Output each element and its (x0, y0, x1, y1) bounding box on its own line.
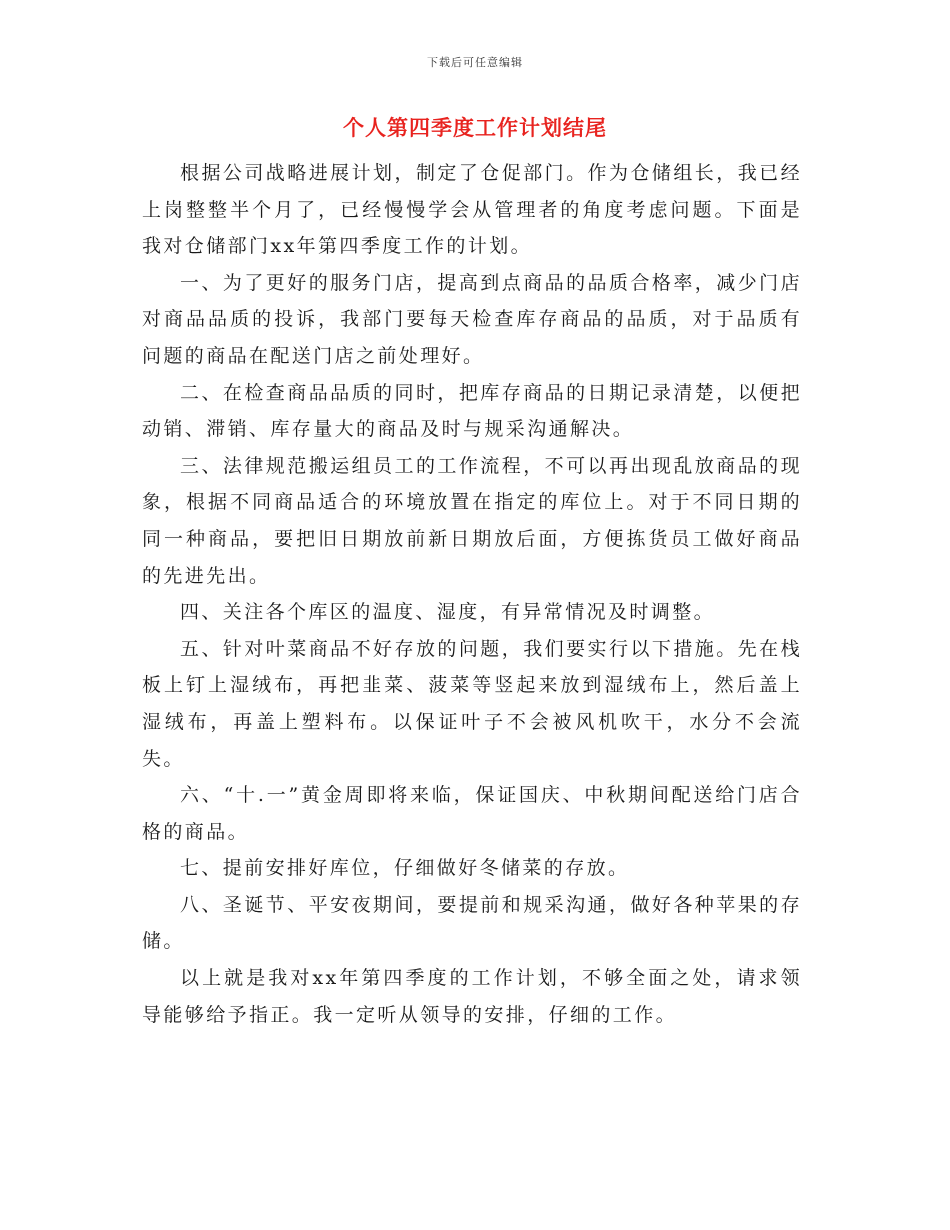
header-note: 下载后可任意编辑 (427, 56, 523, 69)
paragraph-conclusion: 以上就是我对xx年第四季度的工作计划，不够全面之处，请求领导能够给予指正。我一定听从领导的安排，仔细的工作。 (142, 967, 802, 1026)
document-body (142, 155, 802, 1033)
paragraph-item-4: 四、关注各个库区的温度、湿度，有异常情况及时调整。 (180, 601, 716, 624)
paragraph-item-1: 一、为了更好的服务门店，提高到点商品的品质合格率，减少门店对商品品质的投诉，我部门要每天检查库存商品的品质，对于品质有问题的商品在配送门店之前处理好。 (142, 271, 802, 367)
paragraph-item-8: 八、圣诞节、平安夜期间，要提前和规采沟通，做好各种苹果的存储。 (142, 893, 802, 953)
paragraph-item-7: 七、提前安排好库位，仔细做好冬储菜的存放。 (180, 857, 630, 880)
document-title: 个人第四季度工作计划结尾 (343, 115, 607, 140)
paragraph-intro: 根据公司战略进展计划，制定了仓促部门。作为仓储组长，我已经上岗整整半个月了，已经慢慢学会从管理者的角度考虑问题。下面是我对仓储部门xx年第四季度工作的计划。 (142, 162, 802, 258)
paragraph-item-3: 三、法律规范搬运组员工的工作流程，不可以再出现乱放商品的现象，根据不同商品适合的环境放置在指定的库位上。对于不同日期的同一种商品，要把旧日期放前新日期放后面，方便拣货员工做好商品的先进先出。 (142, 454, 802, 587)
paragraph-item-6: 六、“十.一”黄金周即将来临，保证国庆、中秋期间配送给门店合格的商品。 (142, 784, 802, 843)
paragraph-item-5: 五、针对叶菜商品不好存放的问题，我们要实行以下措施。先在栈板上钉上湿绒布，再把韭菜、菠菜等竖起来放到湿绒布上，然后盖上湿绒布，再盖上塑料布。以保证叶子不会被风机吹干，水分不会流失。 (142, 637, 802, 770)
paragraph-item-2: 二、在检查商品品质的同时，把库存商品的日期记录清楚，以便把动销、滞销、库存量大的商品及时与规采沟通解决。 (142, 381, 802, 441)
